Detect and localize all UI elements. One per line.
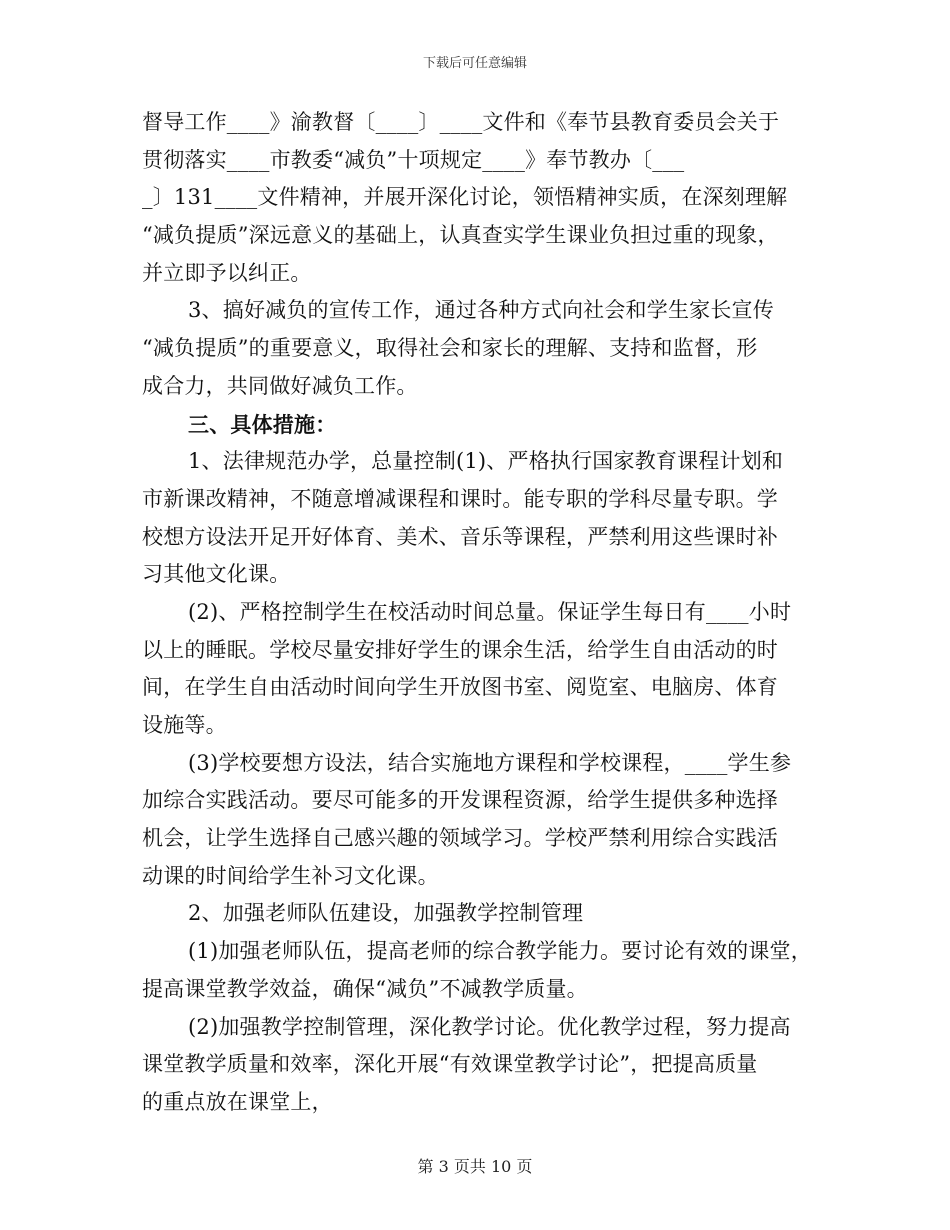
text-line: 成合力，共同做好减负工作。 — [142, 373, 418, 398]
text-line: 加综合实践活动。要尽可能多的开发课程资源，给学生提供多种选择 — [142, 788, 778, 813]
page-footer: 第 3 页共 10 页 — [417, 1157, 533, 1176]
text-line: 的重点放在课堂上， — [142, 1089, 333, 1114]
text-line: (3)学校要想方设法，结合实施地方课程和学校课程，____学生参 — [188, 750, 792, 775]
text-line: 习其他文化课。 — [142, 562, 291, 587]
text-line: 督导工作____》渝教督〔____〕____文件和《奉节县教育委员会关于 — [142, 110, 780, 134]
document-body — [142, 104, 822, 1122]
text-line: 机会，让学生选择自己感兴趣的领域学习。学校严禁利用综合实践活 — [142, 826, 778, 851]
text-line: (2)加强教学控制管理，深化教学讨论。优化教学过程，努力提高 — [188, 1014, 791, 1039]
text-line: 1、法律规范办学，总量控制(1)、严格执行国家教育课程计划和 — [188, 449, 784, 474]
text-line: 2、加强老师队伍建设，加强教学控制管理 — [188, 901, 584, 926]
text-line: 校想方设法开足开好体育、美术、音乐等课程，严禁利用这些课时补 — [142, 524, 778, 549]
text-line: 间，在学生自由活动时间向学生开放图书室、阅览室、电脑房、体育 — [142, 675, 778, 700]
text-line: 并立即予以纠正。 — [142, 260, 312, 285]
text-line: 3、搞好减负的宣传工作，通过各种方式向社会和学生家长宣传 — [188, 298, 774, 323]
section-heading: 三、具体措施： — [188, 411, 337, 437]
text-line: “减负提质”深远意义的基础上，认真查实学生课业负担过重的现象， — [142, 223, 779, 248]
text-line: (2)、严格控制学生在校活动时间总量。保证学生每日有____小时 — [188, 599, 792, 624]
text-line: 贯彻落实____市教委“减负”十项规定____》奉节教办〔___ — [142, 147, 685, 172]
text-line: 课堂教学质量和效率，深化开展“有效课堂教学讨论”，把提高质量 — [142, 1052, 758, 1077]
text-line: 以上的睡眠。学校尽量安排好学生的课余生活，给学生自由活动的时 — [142, 637, 778, 662]
text-line: 设施等。 — [142, 713, 227, 737]
text-line: 提高课堂教学效益，确保“减负”不减教学质量。 — [142, 976, 588, 1001]
text-line: (1)加强老师队伍，提高老师的综合教学能力。要讨论有效的课堂， — [188, 939, 812, 964]
page-header: 下载后可任意编辑 — [422, 56, 527, 71]
text-line: 动课的时间给学生补习文化课。 — [142, 863, 439, 888]
text-line: _〕131____文件精神，并展开深化讨论，领悟精神实质，在深刻理解 — [142, 185, 788, 210]
text-line: “减负提质”的重要意义，取得社会和家长的理解、支持和监督，形 — [142, 336, 758, 361]
text-line: 市新课改精神，不随意增减课程和课时。能专职的学科尽量专职。学 — [142, 486, 778, 511]
